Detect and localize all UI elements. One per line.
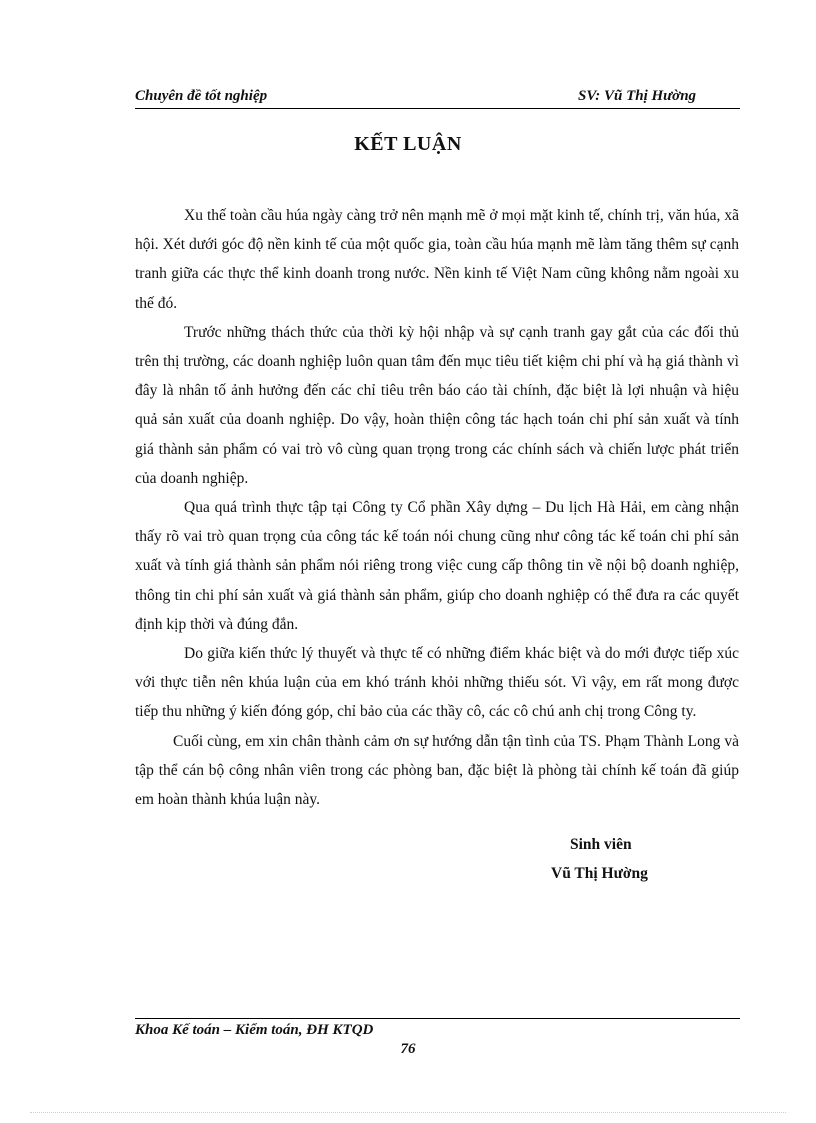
page-header — [135, 86, 740, 109]
header-document-type: Chuyên đề tốt nghiệp — [135, 88, 268, 104]
paragraph-2: Trước những thách thức của thời kỳ hội nhập và sự cạnh tranh gay gắt của các đối thủ trên thị trường, các doanh nghiệp luôn quan tâm đến mục tiêu tiết kiệm chi phí và hạ giá thành vì đây là nhân tố ảnh hưởng đến các chỉ tiêu trên báo cáo tài chính, đặc biệt là lợi nhuận và hiệu quả sản xuất của doanh nghiệp. Do vậy, hoàn thiện công tác hạch toán chi phí sản xuất và tính giá thành sản phẩm có vai trò vô cùng quan trọng trong các chính sách và chiến lược phát triển của doanh nghiệp. — [135, 323, 739, 487]
signature-name: Vũ Thị Hường — [551, 865, 648, 882]
conclusion-body — [135, 201, 739, 814]
paragraph-3: Qua quá trình thực tập tại Công ty Cổ phần Xây dựng – Du lịch Hà Hải, em càng nhận thấy rõ vai trò quan trọng của công tác kế toán nói chung cũng như công tác kế toán chi phí sản xuất và tính giá thành sản phẩm nói riêng trong việc cung cấp thông tin về nội bộ doanh nghiệp, thông tin chi phí sản xuất và giá thành sản phẩm, giúp cho doanh nghiệp có thể đưa ra các quyết định kịp thời và đúng đắn. — [135, 499, 739, 633]
page-bottom-edge — [30, 1112, 786, 1113]
page-title: KẾT LUẬN — [354, 133, 462, 155]
header-student-name: SV: Vũ Thị Hường — [578, 88, 697, 104]
page-number: 76 — [400, 1041, 416, 1057]
paragraph-1: Xu thế toàn cầu húa ngày càng trở nên mạnh mẽ ở mọi mặt kinh tế, chính trị, văn húa, xã hội. Xét dưới góc độ nền kinh tế của một quốc gia, toàn cầu húa mạnh mẽ làm tăng thêm sự cạnh tranh giữa các thực thể kinh doanh trong nước. Nền kinh tế Việt Nam cũng không nằm ngoài xu thế đó. — [135, 207, 739, 312]
paragraph-4: Do giữa kiến thức lý thuyết và thực tế có những điểm khác biệt và do mới được tiếp xúc với thực tiễn nên khúa luận của em khó tránh khỏi những thiếu sót. Vì vậy, em rất mong được tiếp thu những ý kiến đóng góp, chỉ bảo của các thầy cô, các cô chú anh chị trong Công ty. — [135, 645, 739, 721]
footer-department: Khoa Kế toán – Kiểm toán, ĐH KTQD — [135, 1022, 374, 1038]
signature-role: Sinh viên — [570, 836, 632, 853]
paragraph-5: Cuối cùng, em xin chân thành cảm ơn sự hướng dẫn tận tình của TS. Phạm Thành Long và tập thể cán bộ công nhân viên trong các phòng ban, đặc biệt là phòng tài chính kế toán đã giúp em hoàn thành khúa luận này. — [135, 732, 739, 809]
footer-divider — [135, 1018, 740, 1019]
